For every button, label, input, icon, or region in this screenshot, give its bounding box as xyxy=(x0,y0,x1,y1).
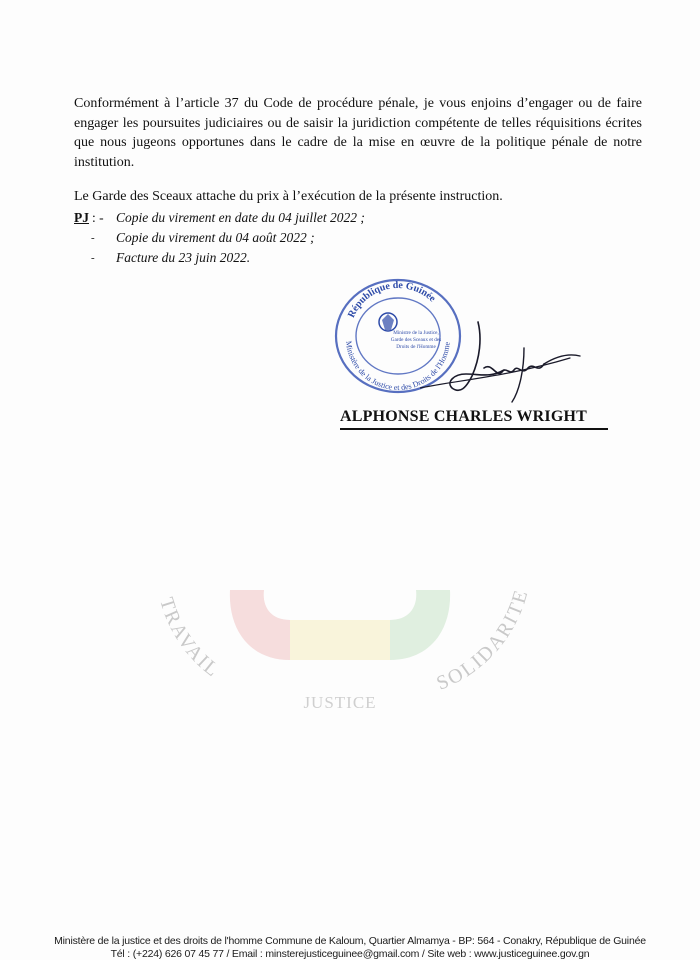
seal-bottom-text: Ministère de la Justice et des Droits de l'Homme xyxy=(343,340,452,393)
signatory-name: ALPHONSE CHARLES WRIGHT xyxy=(340,408,588,425)
coat-of-arms-icon xyxy=(379,313,397,331)
footer-contact: Tél : (+224) 626 07 45 77 / Email : minsterejusticeguinee@gmail.com / Site web : www.justiceguinee.gov.gn xyxy=(110,948,590,960)
attachments-list xyxy=(74,208,494,268)
list-item xyxy=(74,248,494,268)
body-paragraph: Conformément à l’article 37 du Code de procédure pénale, je vous enjoins d’engager ou de faire engager les poursuites judiciaires ou de saisir la juridiction compétente de telles réquisitions écrites que nous jugeons opportunes dans le cadre de la mise en œuvre de la politique pénale de notre institution. xyxy=(74,96,642,170)
footer-address: Ministère de la justice et des droits de l'homme Commune de Kaloum, Quartier Almamya - BP: 564 - Conakry, République de Guinée xyxy=(54,935,646,947)
attachments-separator: : - xyxy=(92,210,104,225)
list-item xyxy=(74,208,494,228)
attachments-label: PJ xyxy=(74,210,89,225)
flag-red-band xyxy=(230,590,290,660)
attachment-item: Facture du 23 juin 2022. xyxy=(116,250,251,265)
closing-paragraph: Le Garde des Sceaux attache du prix à l’exécution de la présente instruction. xyxy=(74,189,503,204)
seal-center-line: Droits de l'Homme xyxy=(396,344,436,350)
motto-watermark xyxy=(140,560,560,730)
bullet: - xyxy=(91,232,95,244)
seal-center-line: Ministre de la Justice, xyxy=(393,330,439,336)
list-item xyxy=(74,228,494,248)
seal-top-text: République de Guinée xyxy=(346,279,438,320)
attachment-item: Copie du virement du 04 août 2022 ; xyxy=(116,230,315,245)
flag-green-band xyxy=(390,590,450,660)
handwritten-signature xyxy=(420,318,590,410)
seal-center-line: Garde des Sceaux et des xyxy=(390,337,442,343)
watermark-center-word: JUSTICE xyxy=(303,693,377,712)
watermark-left-word: TRAVAIL xyxy=(155,594,225,683)
bullet: - xyxy=(91,252,95,264)
flag-yellow-band xyxy=(290,620,390,660)
signature-underline xyxy=(340,428,608,430)
watermark-right-word: SOLIDARITE xyxy=(433,586,533,695)
attachment-item: Copie du virement en date du 04 juillet 2022 ; xyxy=(116,210,365,225)
